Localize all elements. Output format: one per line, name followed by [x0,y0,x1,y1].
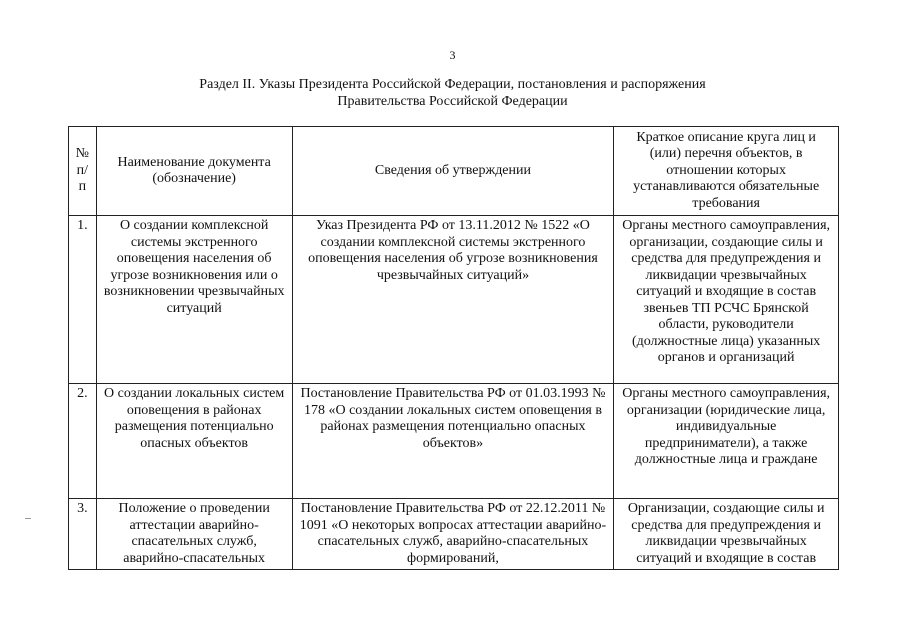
row-num: 1. [69,216,97,384]
header-num: № п/п [69,127,97,216]
section-title-line-1: Раздел II. Указы Президента Российской Федерации, постановления и распоряжения [199,77,706,92]
row-approval-info: Постановление Правительства РФ от 01.03.1993 № 178 «О создании локальных систем оповещения в районах размещения потенциально опасных объектов» [292,384,614,499]
section-title-line-2: Правительства Российской Федерации [337,94,568,109]
header-approval-info: Сведения об утверждении [292,127,614,216]
row-document-name: Положение о проведении аттестации аварийно-спасательных служб, аварийно-спасательных [96,499,292,570]
margin-mark [25,518,31,519]
section-title [60,76,845,110]
row-description: Органы местного самоуправления, организации, создающие силы и средства для предупреждения и ликвидации чрезвычайных ситуаций и входящие в состав звеньев ТП РСЧС Брянской области, руководители (должностные лица) указанных органов и организаций [614,216,839,384]
header-document-name: Наименование документа (обозначение) [96,127,292,216]
table-row [69,384,839,499]
table-header-row [69,127,839,216]
row-description: Организации, создающие силы и средства для предупреждения и ликвидации чрезвычайных ситуаций и входящие в состав [614,499,839,570]
row-num: 3. [69,499,97,570]
header-description: Краткое описание круга лиц и (или) перечня объектов, в отношении которых устанавливаются обязательные требования [614,127,839,216]
table-row [69,216,839,384]
documents-table [68,126,839,570]
row-approval-info: Постановление Правительства РФ от 22.12.2011 № 1091 «О некоторых вопросах аттестации аварийно-спасательных служб, аварийно-спасательных формирований, [292,499,614,570]
page-number: 3 [449,48,456,62]
table-row [69,499,839,570]
row-document-name: О создании комплексной системы экстренного оповещения населения об угрозе возникновения или о возникновении чрезвычайных ситуаций [96,216,292,384]
row-approval-info: Указ Президента РФ от 13.11.2012 № 1522 «О создании комплексной системы экстренного оповещения населения об угрозе возникновения чрезвычайных ситуаций» [292,216,614,384]
row-description: Органы местного самоуправления, организации (юридические лица, индивидуальные предприниматели), а также должностные лица и граждане [614,384,839,499]
row-num: 2. [69,384,97,499]
row-document-name: О создании локальных систем оповещения в районах размещения потенциально опасных объектов [96,384,292,499]
